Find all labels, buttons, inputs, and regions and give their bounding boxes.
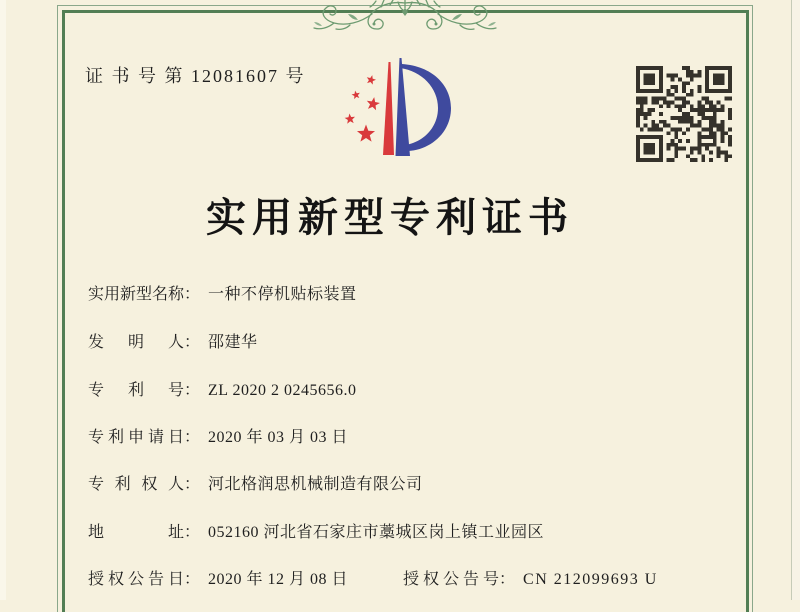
cnipa-logo-icon	[338, 52, 468, 167]
field-row-address	[88, 519, 544, 542]
field-colon: ：	[184, 334, 201, 351]
field-colon: ：	[184, 476, 201, 493]
field-row-filing-date	[88, 424, 348, 447]
field-row-grant-publication-no	[403, 566, 658, 589]
field-colon: ：	[184, 382, 201, 399]
qr-code	[636, 66, 732, 162]
top-ornament-icon	[280, 0, 530, 36]
field-row-name	[88, 281, 357, 304]
certificate-title: 实用新型专利证书	[206, 195, 574, 240]
field-row-patent-no	[88, 377, 356, 400]
field-colon: ：	[184, 571, 201, 588]
field-value: 邵建华	[208, 334, 258, 351]
certificate-number: 证 书 号 第 12081607 号	[85, 66, 306, 86]
field-value: CN 212099693 U	[523, 571, 658, 588]
page-edge-right	[792, 0, 800, 600]
field-colon: ：	[184, 524, 201, 541]
field-row-grant-date	[88, 566, 348, 589]
page-edge-left	[0, 0, 6, 600]
field-colon: ：	[499, 571, 516, 588]
field-label: 专利申请日	[88, 429, 184, 446]
field-value: ZL 2020 2 0245656.0	[208, 382, 357, 399]
field-label: 发明人	[88, 334, 184, 351]
field-row-patentee	[88, 471, 423, 494]
field-label: 地址	[88, 524, 184, 541]
field-label: 实用新型名称	[88, 286, 185, 303]
field-value: 2020 年 03 月 03 日	[208, 429, 349, 446]
field-label: 专利权人	[88, 476, 184, 493]
field-label: 授权公告号	[403, 571, 499, 588]
field-label: 授权公告日	[88, 571, 184, 588]
field-colon: ：	[184, 429, 201, 446]
field-colon: ：	[184, 286, 201, 303]
field-label: 专利号	[88, 382, 184, 399]
field-value: 一种不停机贴标装置	[208, 286, 357, 303]
field-value: 052160 河北省石家庄市藁城区岗上镇工业园区	[208, 524, 545, 541]
field-value: 2020 年 12 月 08 日	[208, 571, 349, 588]
field-value: 河北格润思机械制造有限公司	[208, 476, 423, 493]
field-row-inventor	[88, 329, 258, 352]
